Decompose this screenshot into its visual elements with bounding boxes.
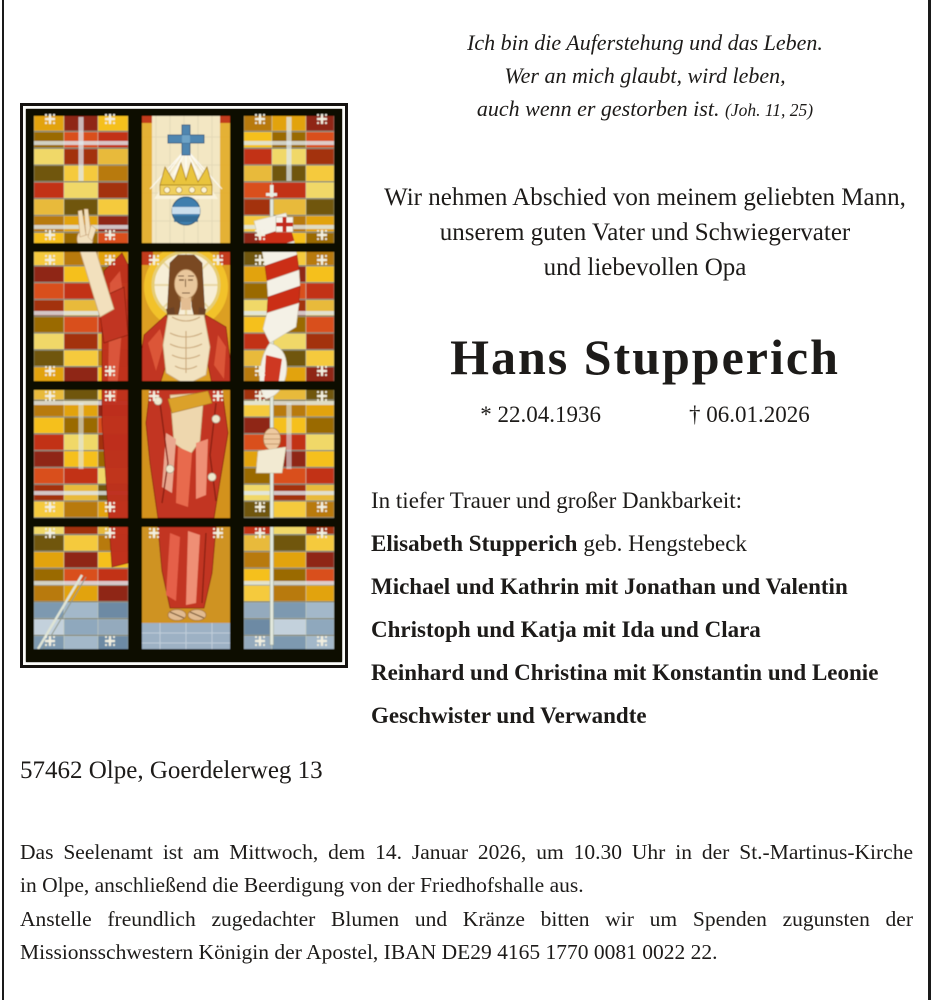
mourner-entry: [371, 661, 933, 685]
donation-line: Missionsschwestern Königin der Apostel, IBAN DE29 4165 1770 0081 0022 22.: [20, 940, 718, 964]
donation-info: [20, 903, 913, 969]
memorial-photo: [20, 103, 348, 668]
quote-line: Ich bin die Auferstehung und das Leben.: [467, 30, 823, 55]
service-line: in Olpe, anschließend die Beerdigung von der Friedhofshalle aus.: [20, 873, 584, 897]
donation-line: Anstelle freundlich zugedachter Blumen und Kränze bitten wir um Spenden zugunsten der: [20, 907, 913, 931]
left-column-rule: [2, 0, 4, 1000]
deceased-name: Hans Stupperich: [450, 329, 840, 385]
farewell-text: [367, 180, 923, 285]
mourner-name: Christoph und Katja mit Ida und Clara: [371, 617, 761, 642]
quote-line: [367, 92, 923, 127]
mourners-list: [371, 489, 933, 747]
farewell-line: Wir nehmen Abschied von meinem geliebten Mann,: [384, 184, 906, 211]
funeral-service-info: [20, 836, 913, 902]
mourner-entry: [371, 618, 933, 642]
mourner-name: Geschwister und Verwandte: [371, 703, 647, 728]
life-dates: [367, 402, 923, 428]
stained-glass-window-icon: [20, 103, 348, 668]
mourner-entry: [371, 575, 933, 599]
mourner-maiden-name: geb. Hengstebeck: [583, 531, 747, 556]
farewell-line: unserem guten Vater und Schwiegervater: [439, 219, 851, 246]
family-address: 57462 Olpe, Goerdelerweg 13: [20, 757, 323, 784]
mourner-name: Reinhard und Christina mit Konstantin und Leonie: [371, 660, 879, 685]
farewell-line: und liebevollen Opa: [543, 254, 747, 281]
mourners-intro: In tiefer Trauer und großer Dankbarkeit:: [371, 488, 743, 513]
quote-line-text: auch wenn er gestorben ist.: [476, 96, 720, 121]
service-line: Das Seelenamt ist am Mittwoch, dem 14. Januar 2026, um 10.30 Uhr in der St.-Martinus-Kirche: [20, 840, 913, 864]
scripture-quote: [367, 26, 923, 127]
crown-and-cross-motif: [142, 109, 230, 243]
mourner-name: Michael und Kathrin mit Jonathan und Valentin: [371, 574, 848, 599]
birth-date: * 22.04.1936: [480, 402, 601, 427]
christ-figure: [142, 245, 230, 403]
bible-reference: (Joh. 11, 25): [724, 100, 814, 120]
mourner-entry: [371, 532, 933, 556]
mourner-name: Elisabeth Stupperich: [371, 531, 578, 556]
mourner-entry: [371, 704, 933, 728]
quote-line: Wer an mich glaubt, wird leben,: [504, 63, 786, 88]
death-date: † 06.01.2026: [689, 402, 810, 427]
